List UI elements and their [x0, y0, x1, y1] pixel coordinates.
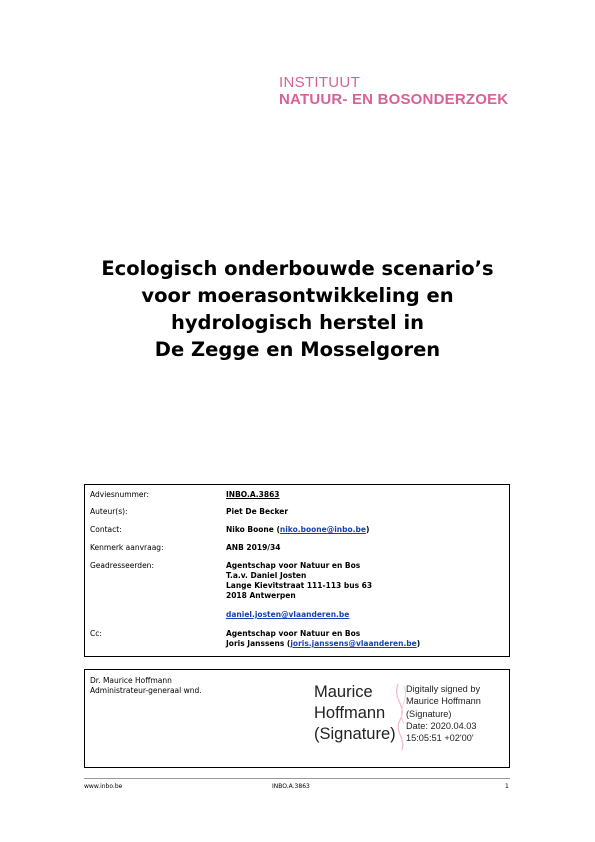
document-title — [60, 255, 535, 363]
signature-name — [314, 682, 396, 745]
footer-reference: INBO.A.3863 — [272, 783, 310, 790]
title-line: voor moerasontwikkeling en — [141, 284, 454, 307]
signature-detail-line: (Signature) — [406, 708, 452, 719]
geadresseerden-line: Lange Kievitstraat 111-113 bus 63 — [226, 581, 373, 590]
geadresseerden-line: Agentschap voor Natuur en Bos — [226, 561, 361, 570]
cc-line-1: Agentschap voor Natuur en Bos — [226, 629, 361, 638]
kenmerk-label: Kenmerk aanvraag: — [90, 543, 164, 552]
logo-line-1: INSTITUUT — [279, 74, 361, 91]
cc-name: Joris Janssens ( — [226, 639, 291, 648]
signature-detail-line: Maurice Hoffmann — [406, 696, 481, 707]
signature-detail-line: Digitally signed by — [406, 684, 481, 694]
logo-line-2: NATUUR- EN BOSONDERZOEK — [279, 91, 509, 108]
digital-signature-details — [406, 683, 481, 744]
contact-value — [226, 525, 369, 534]
title-line: hydrologisch herstel in — [170, 311, 425, 334]
cc-label: Cc: — [90, 629, 102, 638]
footer-page-number: 1 — [505, 783, 509, 790]
signer-role: Administrateur-generaal wnd. — [90, 686, 202, 695]
advice-info-table — [84, 484, 510, 657]
cc-email-link[interactable]: joris.janssens@vlaanderen.be — [290, 639, 417, 648]
adviesnummer-label: Adviesnummer: — [90, 490, 150, 499]
contact-label: Contact: — [90, 525, 122, 534]
adviesnummer-value: INBO.A.3863 — [226, 490, 280, 499]
geadresseerden-line: 2018 Antwerpen — [226, 591, 296, 600]
cc-suffix: ) — [416, 639, 421, 648]
signature-detail-line: Date: 2020.04.03 — [406, 720, 477, 731]
contact-suffix: ) — [365, 525, 370, 534]
signature-name-line: Hoffmann — [314, 704, 386, 722]
signature-name-line: Maurice — [314, 683, 373, 701]
signature-box — [84, 669, 510, 768]
signer-info — [90, 676, 202, 696]
auteurs-value: Piet De Becker — [226, 507, 289, 516]
title-line: De Zegge en Mosselgoren — [154, 338, 441, 361]
kenmerk-value: ANB 2019/34 — [226, 543, 281, 552]
geadresseerden-label: Geadresseerden: — [90, 561, 154, 570]
title-line: Ecologisch onderbouwde scenario’s — [101, 257, 494, 280]
auteurs-label: Auteur(s): — [90, 507, 128, 516]
footer-website: www.inbo.be — [84, 783, 123, 790]
signer-name: Dr. Maurice Hoffmann — [90, 676, 172, 685]
signature-detail-line: 15:05:51 +02'00' — [406, 733, 474, 744]
cc-line-2 — [226, 639, 420, 648]
geadresseerden-line: T.a.v. Daniel Josten — [226, 571, 307, 580]
footer-divider — [84, 778, 510, 779]
contact-name: Niko Boone ( — [226, 525, 280, 534]
contact-email-link[interactable]: niko.boone@inbo.be — [279, 525, 366, 534]
inbo-logo — [279, 74, 508, 109]
geadresseerden-email-link[interactable]: daniel.josten@vlaanderen.be — [226, 610, 350, 619]
signature-name-line: (Signature) — [314, 725, 396, 743]
